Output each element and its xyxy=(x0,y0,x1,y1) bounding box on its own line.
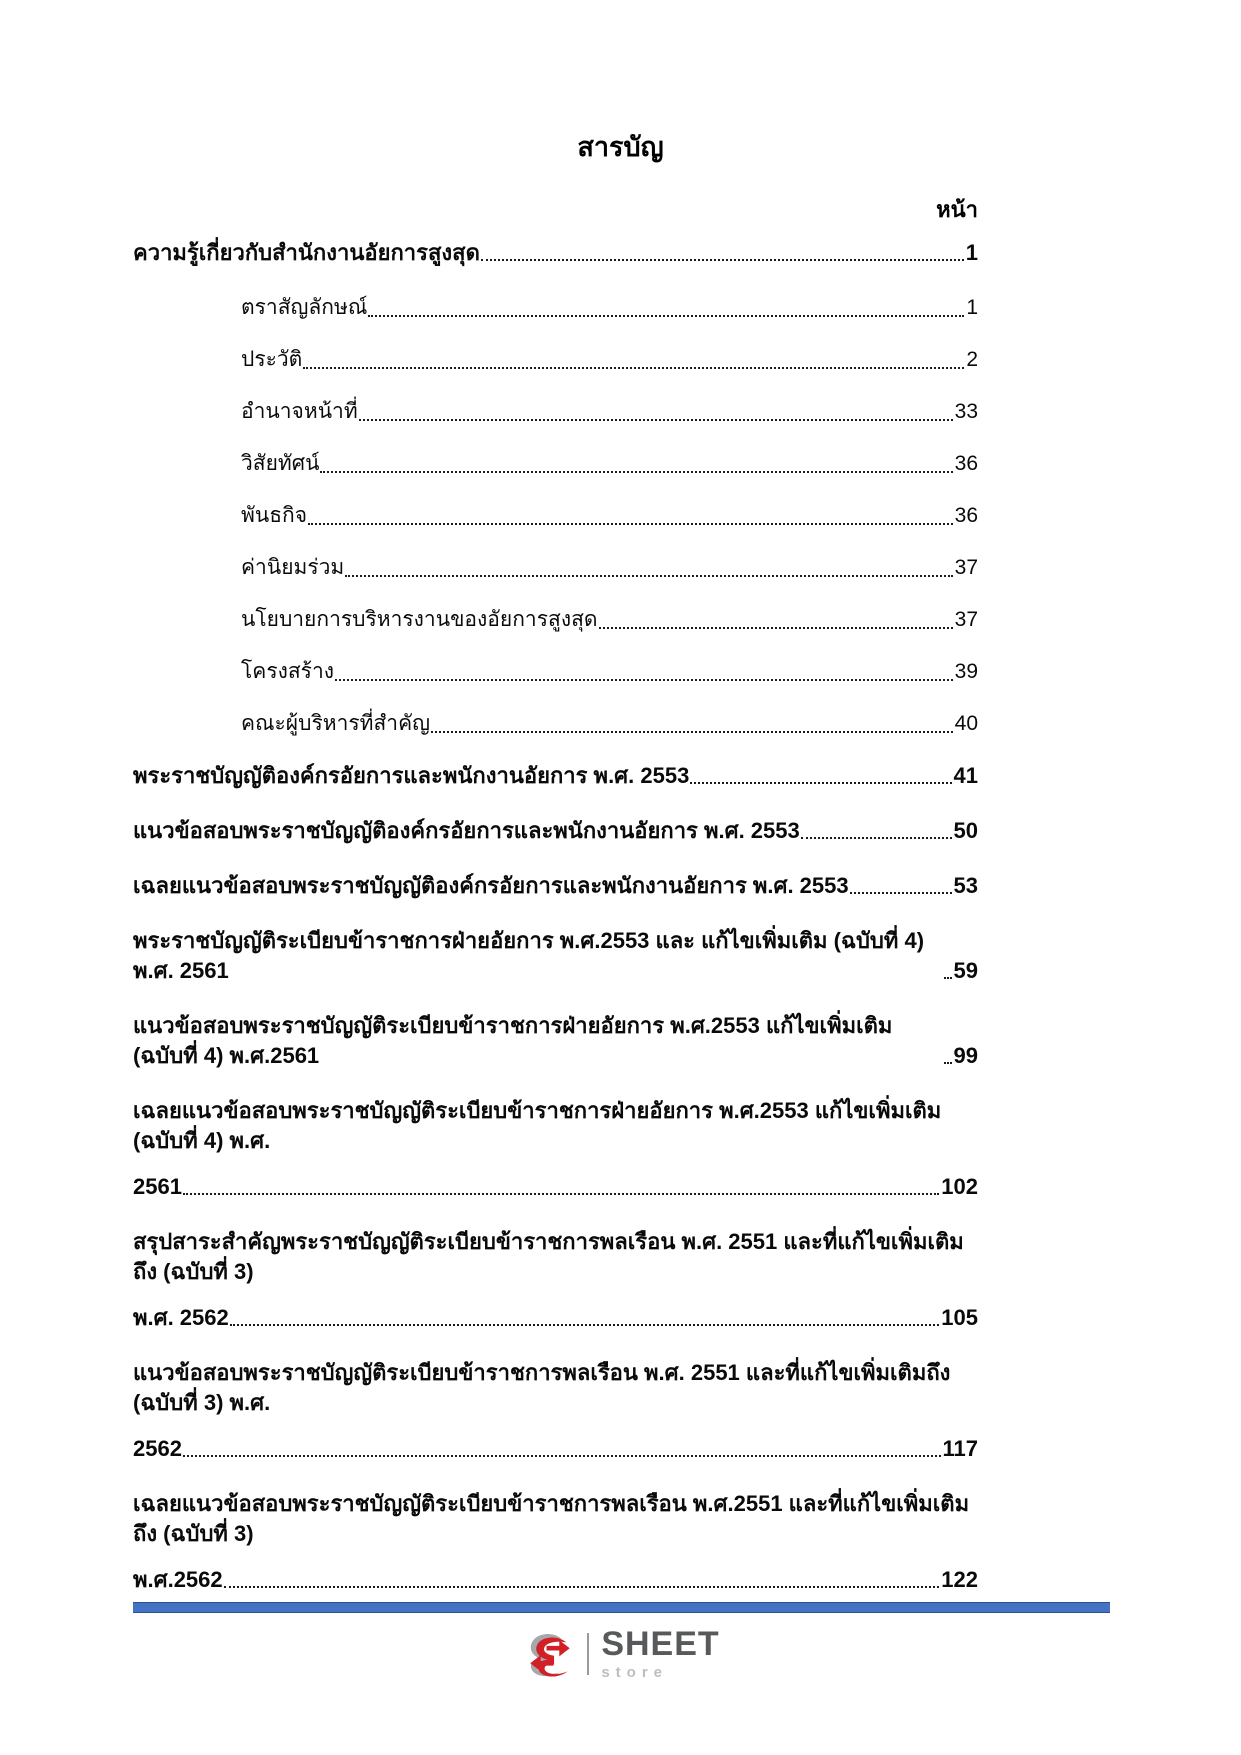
toc-entry-row xyxy=(133,238,978,268)
toc-entry-row xyxy=(133,1565,978,1595)
toc-entry-label: ความรู้เกี่ยวกับสำนักงานอัยการสูงสุด xyxy=(133,240,480,265)
page-title: สารบัญ xyxy=(577,132,664,162)
toc-entry-line1: สรุปสาระสำคัญพระราชบัญญัติระเบียบข้าราชการพลเรือน พ.ศ. 2551 และที่แก้ไขเพิ่มเติมถึง (ฉบับที่ 3) xyxy=(133,1229,964,1284)
toc-entry[interactable] xyxy=(133,926,978,986)
toc-entry-line1: แนวข้อสอบพระราชบัญญัติระเบียบข้าราชการพลเรือน พ.ศ. 2551 และที่แก้ไขเพิ่มเติมถึง (ฉบับที่ 3) พ.ศ. xyxy=(133,1360,951,1415)
toc-entry-label: อำนาจหน้าที่ xyxy=(241,400,358,423)
toc-entry-row xyxy=(133,816,978,846)
toc-entry[interactable] xyxy=(133,1011,978,1071)
toc-entry-label: วิสัยทัศน์ xyxy=(241,452,320,475)
toc-page-number: 36 xyxy=(954,504,978,527)
toc-entry-row xyxy=(241,501,978,531)
toc-entry-label: ค่านิยมร่วม xyxy=(241,556,345,579)
toc-entry-label: คณะผู้บริหารที่สำคัญ xyxy=(241,712,431,735)
sheet-store-logo-icon xyxy=(521,1625,579,1683)
toc-dot-leader xyxy=(335,678,953,681)
toc-entry-label: ตราสัญลักษณ์ xyxy=(241,296,368,319)
toc-entry[interactable] xyxy=(133,449,978,479)
toc-entry-line1: เฉลยแนวข้อสอบพระราชบัญญัติระเบียบข้าราชการพลเรือน พ.ศ.2551 และที่แก้ไขเพิ่มเติมถึง (ฉบับที่ 3) xyxy=(133,1491,970,1546)
toc-page-number: 1 xyxy=(965,240,978,265)
toc-dot-leader xyxy=(850,891,952,894)
toc-entry-label: พันธกิจ xyxy=(241,504,308,527)
toc-page-number: 1 xyxy=(966,296,978,319)
toc-entry-row xyxy=(133,1303,978,1333)
toc-entry-label: แนวข้อสอบพระราชบัญญัติองค์กรอัยการและพนักงานอัยการ พ.ศ. 2553 xyxy=(133,818,800,843)
logo-wordmark xyxy=(601,1625,720,1681)
toc-page-number: 117 xyxy=(942,1436,978,1461)
footer-divider xyxy=(133,1602,1110,1613)
toc-dot-leader xyxy=(690,781,951,784)
toc-page-number: 102 xyxy=(941,1174,978,1199)
toc-entry-label: 2561 xyxy=(133,1174,182,1199)
toc-dot-leader xyxy=(801,836,952,839)
toc-dot-leader xyxy=(359,418,953,421)
toc-entry-label: พระราชบัญญัติระเบียบข้าราชการฝ่ายอัยการ พ.ศ.2553 และ แก้ไขเพิ่มเติม (ฉบับที่ 4) พ.ศ. 2561 xyxy=(133,928,925,983)
toc-page-number: 40 xyxy=(954,712,978,735)
toc-page-number: 33 xyxy=(954,400,978,423)
toc-entry-row xyxy=(241,709,978,739)
toc-page-number: 41 xyxy=(953,763,978,788)
toc-entry-label: โครงสร้าง xyxy=(241,660,335,683)
toc-entry-row xyxy=(133,1434,978,1464)
toc-dot-leader xyxy=(599,626,953,629)
toc-entry[interactable] xyxy=(133,1358,978,1464)
toc-entry[interactable] xyxy=(133,761,978,791)
toc-dot-leader xyxy=(944,976,952,979)
toc-dot-leader xyxy=(183,1454,941,1457)
toc-entry-row xyxy=(133,1011,978,1071)
toc-dot-leader xyxy=(368,314,964,317)
toc-page-number: 2 xyxy=(966,348,978,371)
page-column-header: หน้า xyxy=(936,197,978,222)
toc-list xyxy=(133,238,978,1620)
toc-page-number: 99 xyxy=(953,1043,978,1068)
toc-entry-row xyxy=(133,1172,978,1202)
toc-entry-label: แนวข้อสอบพระราชบัญญัติระเบียบข้าราชการฝ่ายอัยการ พ.ศ.2553 แก้ไขเพิ่มเติม (ฉบับที่ 4) พ.ศ.2561 xyxy=(133,1013,893,1068)
toc-entry[interactable] xyxy=(133,1227,978,1333)
toc-entry-row xyxy=(133,761,978,791)
toc-dot-leader xyxy=(481,258,964,261)
toc-entry[interactable] xyxy=(133,657,978,687)
toc-dot-leader xyxy=(224,1585,940,1588)
toc-entry-label: พ.ศ. 2562 xyxy=(133,1305,229,1330)
toc-entry-label: พ.ศ.2562 xyxy=(133,1567,223,1592)
toc-entry[interactable] xyxy=(133,1096,978,1202)
toc-dot-leader xyxy=(308,522,953,525)
logo-sub-text: store xyxy=(601,1663,668,1681)
toc-page-number: 39 xyxy=(954,660,978,683)
toc-entry[interactable] xyxy=(133,293,978,323)
toc-entry[interactable] xyxy=(133,871,978,901)
footer-logo xyxy=(0,1625,1241,1683)
toc-entry-row xyxy=(133,871,978,901)
toc-dot-leader xyxy=(183,1192,939,1195)
toc-dot-leader xyxy=(320,470,952,473)
toc-entry-label: ประวัติ xyxy=(241,348,303,371)
toc-entry[interactable] xyxy=(133,501,978,531)
toc-entry-row xyxy=(241,449,978,479)
toc-entry[interactable] xyxy=(133,709,978,739)
toc-entry[interactable] xyxy=(133,345,978,375)
toc-entry[interactable] xyxy=(133,605,978,635)
toc-page-number: 59 xyxy=(953,958,978,983)
toc-page-number: 37 xyxy=(954,608,978,631)
toc-entry-label: นโยบายการบริหารงานของอัยการสูงสุด xyxy=(241,608,598,631)
toc-page-number: 37 xyxy=(954,556,978,579)
toc-page-number: 122 xyxy=(941,1567,978,1592)
toc-entry[interactable] xyxy=(133,397,978,427)
toc-page-number: 105 xyxy=(941,1305,978,1330)
toc-page-number: 36 xyxy=(954,452,978,475)
toc-dot-leader xyxy=(944,1061,952,1064)
toc-entry-label: เฉลยแนวข้อสอบพระราชบัญญัติองค์กรอัยการและพนักงานอัยการ พ.ศ. 2553 xyxy=(133,873,849,898)
toc-entry-label: พระราชบัญญัติองค์กรอัยการและพนักงานอัยการ พ.ศ. 2553 xyxy=(133,763,690,788)
logo-brand-text: SHEET xyxy=(601,1625,720,1664)
logo-divider xyxy=(587,1633,589,1675)
toc-entry-row xyxy=(241,553,978,583)
toc-dot-leader xyxy=(345,574,952,577)
toc-dot-leader xyxy=(431,730,953,733)
toc-entry-row xyxy=(241,397,978,427)
toc-entry[interactable] xyxy=(133,1489,978,1595)
toc-entry[interactable] xyxy=(133,238,978,268)
toc-entry-row xyxy=(241,345,978,375)
toc-entry[interactable] xyxy=(133,816,978,846)
toc-dot-leader xyxy=(230,1323,940,1326)
toc-page-number: 50 xyxy=(953,818,978,843)
toc-entry-row xyxy=(241,605,978,635)
toc-entry-row xyxy=(241,293,978,323)
toc-entry[interactable] xyxy=(133,553,978,583)
toc-page-number: 53 xyxy=(953,873,978,898)
toc-entry-label: 2562 xyxy=(133,1436,182,1461)
toc-entry-row xyxy=(133,926,978,986)
toc-entry-line1: เฉลยแนวข้อสอบพระราชบัญญัติระเบียบข้าราชการฝ่ายอัยการ พ.ศ.2553 แก้ไขเพิ่มเติม (ฉบับที่ 4) พ.ศ. xyxy=(133,1098,942,1153)
toc-entry-row xyxy=(241,657,978,687)
toc-dot-leader xyxy=(303,366,964,369)
